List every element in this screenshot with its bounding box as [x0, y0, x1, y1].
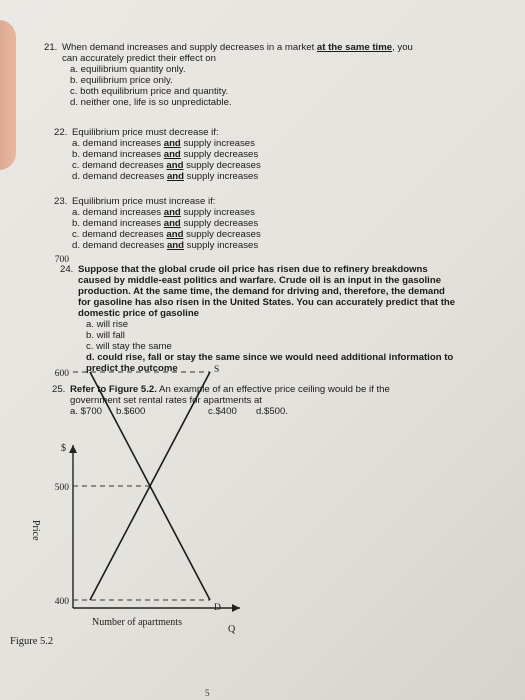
answer-option: b. demand increases and supply decreases: [72, 218, 259, 229]
question-stem-end: , you: [392, 42, 413, 53]
answer-option-continued: predict the outcome: [86, 363, 178, 374]
answer-option: c. demand decreases and supply decreases: [72, 160, 261, 171]
x-axis-label: Number of apartments: [92, 617, 182, 628]
y-tick-label: 600: [54, 369, 69, 379]
question-number: 25.: [52, 384, 66, 395]
answer-option: c.$400: [208, 406, 237, 417]
answer-option: b. demand increases and supply decreases: [72, 149, 259, 160]
answer-option: c. will stay the same: [86, 341, 172, 352]
figure-caption: Figure 5.2: [10, 636, 54, 647]
answer-option: d. could rise, fall or stay the same since we would need additional information to: [86, 352, 454, 363]
figure-reference: Refer to Figure 5.2.: [70, 384, 157, 395]
x-axis-arrow: [232, 604, 240, 612]
answer-option: d.$500.: [256, 406, 289, 417]
question-number: 21.: [44, 42, 58, 53]
answer-option: a. will rise: [86, 319, 129, 330]
answer-option: c. demand decreases and supply decreases: [72, 229, 261, 240]
y-tick-label: 700: [54, 255, 69, 265]
question-stem-line: for gasoline has also risen in the United States. You can accurately predict that the: [78, 297, 456, 308]
question-number: 23.: [54, 196, 68, 207]
answer-option: b. will fall: [86, 330, 125, 341]
question-stem-line: government set rental rates for apartments at: [70, 395, 262, 406]
answer-option: a. $700: [70, 406, 103, 417]
question-stem: An example of an effective price ceiling would be if the: [156, 384, 390, 395]
answer-option: d. demand decreases and supply increases: [72, 240, 259, 251]
question-stem: When demand increases and supply decreases in a market: [62, 42, 317, 53]
supply-label: S: [214, 365, 220, 375]
demand-label: D: [214, 603, 221, 613]
question-stem: Equilibrium price must increase if:: [72, 196, 216, 207]
question-stem-line: can accurately predict their effect on: [62, 53, 216, 64]
question-number: 24.: [60, 264, 74, 275]
question-stem-line: caused by middle-east politics and warfare. Crude oil is an input in the gasoline: [78, 275, 442, 286]
answer-option: c. both equilibrium price and quantity.: [70, 86, 229, 97]
question-stem-line: domestic price of gasoline: [78, 308, 200, 319]
question-number: 22.: [54, 127, 68, 138]
question-stem: Equilibrium price must decrease if:: [72, 127, 219, 138]
y-tick-label: 400: [54, 597, 69, 607]
x-axis-unit: Q: [228, 624, 236, 635]
y-axis-label: Price: [30, 520, 41, 541]
y-axis-unit: $: [61, 443, 66, 454]
page-number: 5: [205, 688, 210, 698]
y-axis-arrow: [69, 445, 77, 453]
answer-option: d. neither one, life is so unpredictable.: [70, 97, 232, 108]
answer-option: a. demand increases and supply increases: [72, 207, 255, 218]
answer-option: a. equilibrium quantity only.: [70, 64, 186, 75]
answer-option: a. demand increases and supply increases: [72, 138, 255, 149]
question-stem-line: production. At the same time, the demand for driving and, therefore, the demand: [78, 286, 445, 297]
answer-option: b.$600: [116, 406, 146, 417]
answer-option: d. demand decreases and supply increases: [72, 171, 259, 182]
y-tick-label: 500: [54, 483, 69, 493]
answer-option: b. equilibrium price only.: [70, 75, 173, 86]
question-stem-line: Suppose that the global crude oil price has risen due to refinery breakdowns: [78, 264, 428, 275]
emphasis-text: at the same time: [316, 42, 393, 53]
